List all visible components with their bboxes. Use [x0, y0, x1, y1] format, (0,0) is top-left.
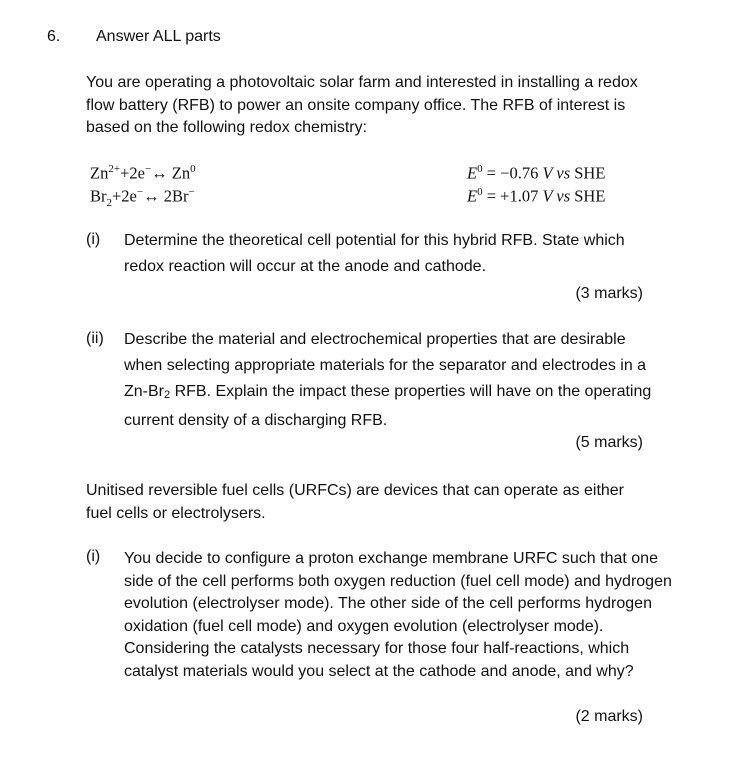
urfc-part-i-label: (i) [86, 548, 101, 565]
intro-paragraph: You are operating a photovoltaic solar farm and interested in installing a redox flow battery (RFB) to power an onsite company office. The RFB of interest is based on the following redox chemistry: [86, 74, 638, 136]
potential-zinc: $E^0 = -0.76$ V vs SHE [467, 163, 606, 183]
part-ii-marks: (5 marks) [575, 434, 643, 451]
urfc-part-i-text: You decide to configure a proton exchange membrane URFC such that one side of the cell performs both oxygen reduction (fuel cell mode) and hydrogen evolution (electrolyser mode). The other side of the cell performs hydrogen oxidation (fuel cell mode) and oxygen evolution (electrolyser mode). Considering the catalysts necessary for those four half-reactions, which catalyst materials would you select at the cathode and anode, and why? [124, 550, 672, 680]
part-i-marks: (3 marks) [575, 285, 643, 302]
part-ii-label: (ii) [86, 330, 104, 347]
reaction-bromine: $Br_2+2e^-\leftrightarrow$ 2Br− [90, 186, 195, 209]
potential-bromine: $E^0 = +1.07$ V vs SHE [467, 186, 606, 206]
reaction-zinc: $Zn^{2+}+2e^-\leftrightarrow$ Zn$^0$ [90, 163, 196, 183]
urfc-intro: Unitised reversible fuel cells (URFCs) are devices that can operate as either fuel cells or electrolysers. [86, 482, 625, 522]
urfc-part-i-marks: (2 marks) [575, 708, 643, 725]
part-ii-text: Describe the material and electrochemical properties that are desirable when selecting appropriate materials for the separator and electrodes in a Zn-Br2 RFB. Explain the impact these properties will have on the operating current density of a discharging RFB. [124, 331, 652, 429]
part-i-text: Determine the theoretical cell potential for this hybrid RFB. State which redox reaction will occur at the anode and cathode. [124, 232, 625, 275]
question-number: 6. [47, 28, 61, 45]
question-header: Answer ALL parts [96, 28, 221, 45]
part-i-label: (i) [86, 231, 101, 248]
